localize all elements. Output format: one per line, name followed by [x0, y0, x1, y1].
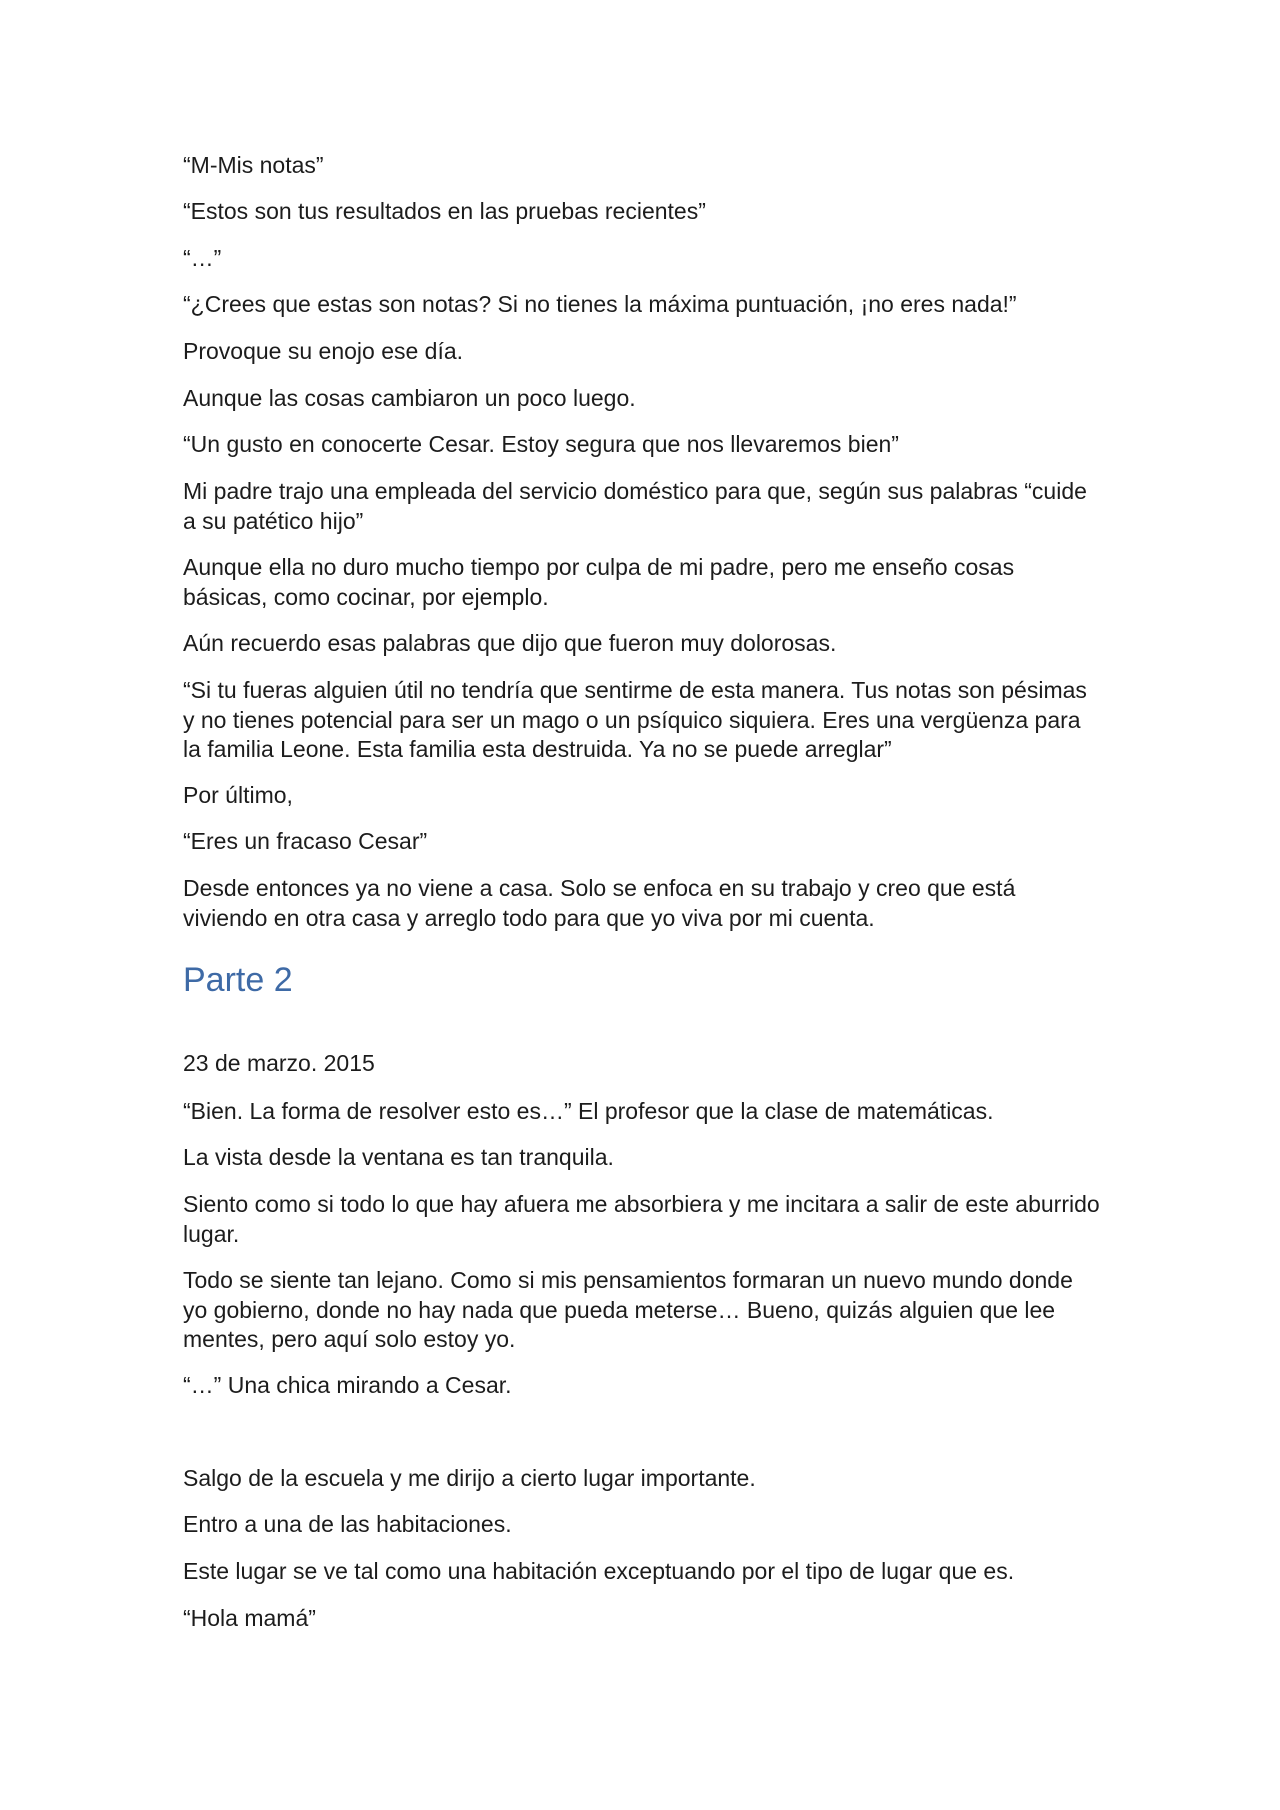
paragraph: “Bien. La forma de resolver esto es…” El profesor que la clase de matemáticas.	[183, 1098, 994, 1124]
section-heading: Parte 2	[183, 961, 293, 999]
paragraph: “…” Una chica mirando a Cesar.	[183, 1372, 512, 1398]
paragraph: “Hola mamá”	[183, 1605, 316, 1631]
paragraph: Provoque su enojo ese día.	[183, 338, 464, 364]
paragraph: “M-Mis notas”	[183, 152, 324, 178]
paragraph: Por último,	[183, 782, 293, 808]
paragraph: Desde entonces ya no viene a casa. Solo se enfoca en su trabajo y creo que está viviendo en otra casa y arreglo todo para que yo viva por mi cuenta.	[183, 875, 1016, 931]
paragraph: “Un gusto en conocerte Cesar. Estoy segura que nos llevaremos bien”	[183, 431, 899, 457]
paragraph: Siento como si todo lo que hay afuera me absorbiera y me incitara a salir de este aburrido lugar.	[183, 1191, 1100, 1247]
paragraph: “Estos son tus resultados en las pruebas recientes”	[183, 198, 706, 224]
paragraph: “Eres un fracaso Cesar”	[183, 828, 428, 854]
paragraph: Todo se siente tan lejano. Como si mis pensamientos formaran un nuevo mundo donde yo gobierno, donde no hay nada que pueda meterse… Bueno, quizás alguien que lee mentes, pero aquí solo estoy yo.	[183, 1267, 1073, 1352]
paragraph: Aunque ella no duro mucho tiempo por culpa de mi padre, pero me enseño cosas básicas, como cocinar, por ejemplo.	[183, 554, 1015, 610]
paragraph: Aunque las cosas cambiaron un poco luego.	[183, 385, 636, 411]
paragraph: Entro a una de las habitaciones.	[183, 1511, 512, 1537]
paragraph: “¿Crees que estas son notas? Si no tienes la máxima puntuación, ¡no eres nada!”	[183, 291, 1017, 317]
paragraph: Salgo de la escuela y me dirijo a cierto lugar importante.	[183, 1465, 756, 1491]
paragraph: 23 de marzo. 2015	[183, 1050, 375, 1076]
paragraph: “Si tu fueras alguien útil no tendría que sentirme de esta manera. Tus notas son pésimas y no tienes potencial para ser un mago o un psíquico siquiera. Eres una vergüenza para la familia Leone. Esta familia esta destruida. Ya no se puede arreglar”	[183, 677, 1087, 762]
paragraph: Este lugar se ve tal como una habitación exceptuando por el tipo de lugar que es.	[183, 1558, 1015, 1584]
paragraph: “…”	[183, 245, 222, 271]
paragraph: Mi padre trajo una empleada del servicio doméstico para que, según sus palabras “cuide a su patético hijo”	[183, 478, 1087, 534]
paragraph: La vista desde la ventana es tan tranquila.	[183, 1144, 614, 1170]
paragraph: Aún recuerdo esas palabras que dijo que fueron muy dolorosas.	[183, 630, 837, 656]
